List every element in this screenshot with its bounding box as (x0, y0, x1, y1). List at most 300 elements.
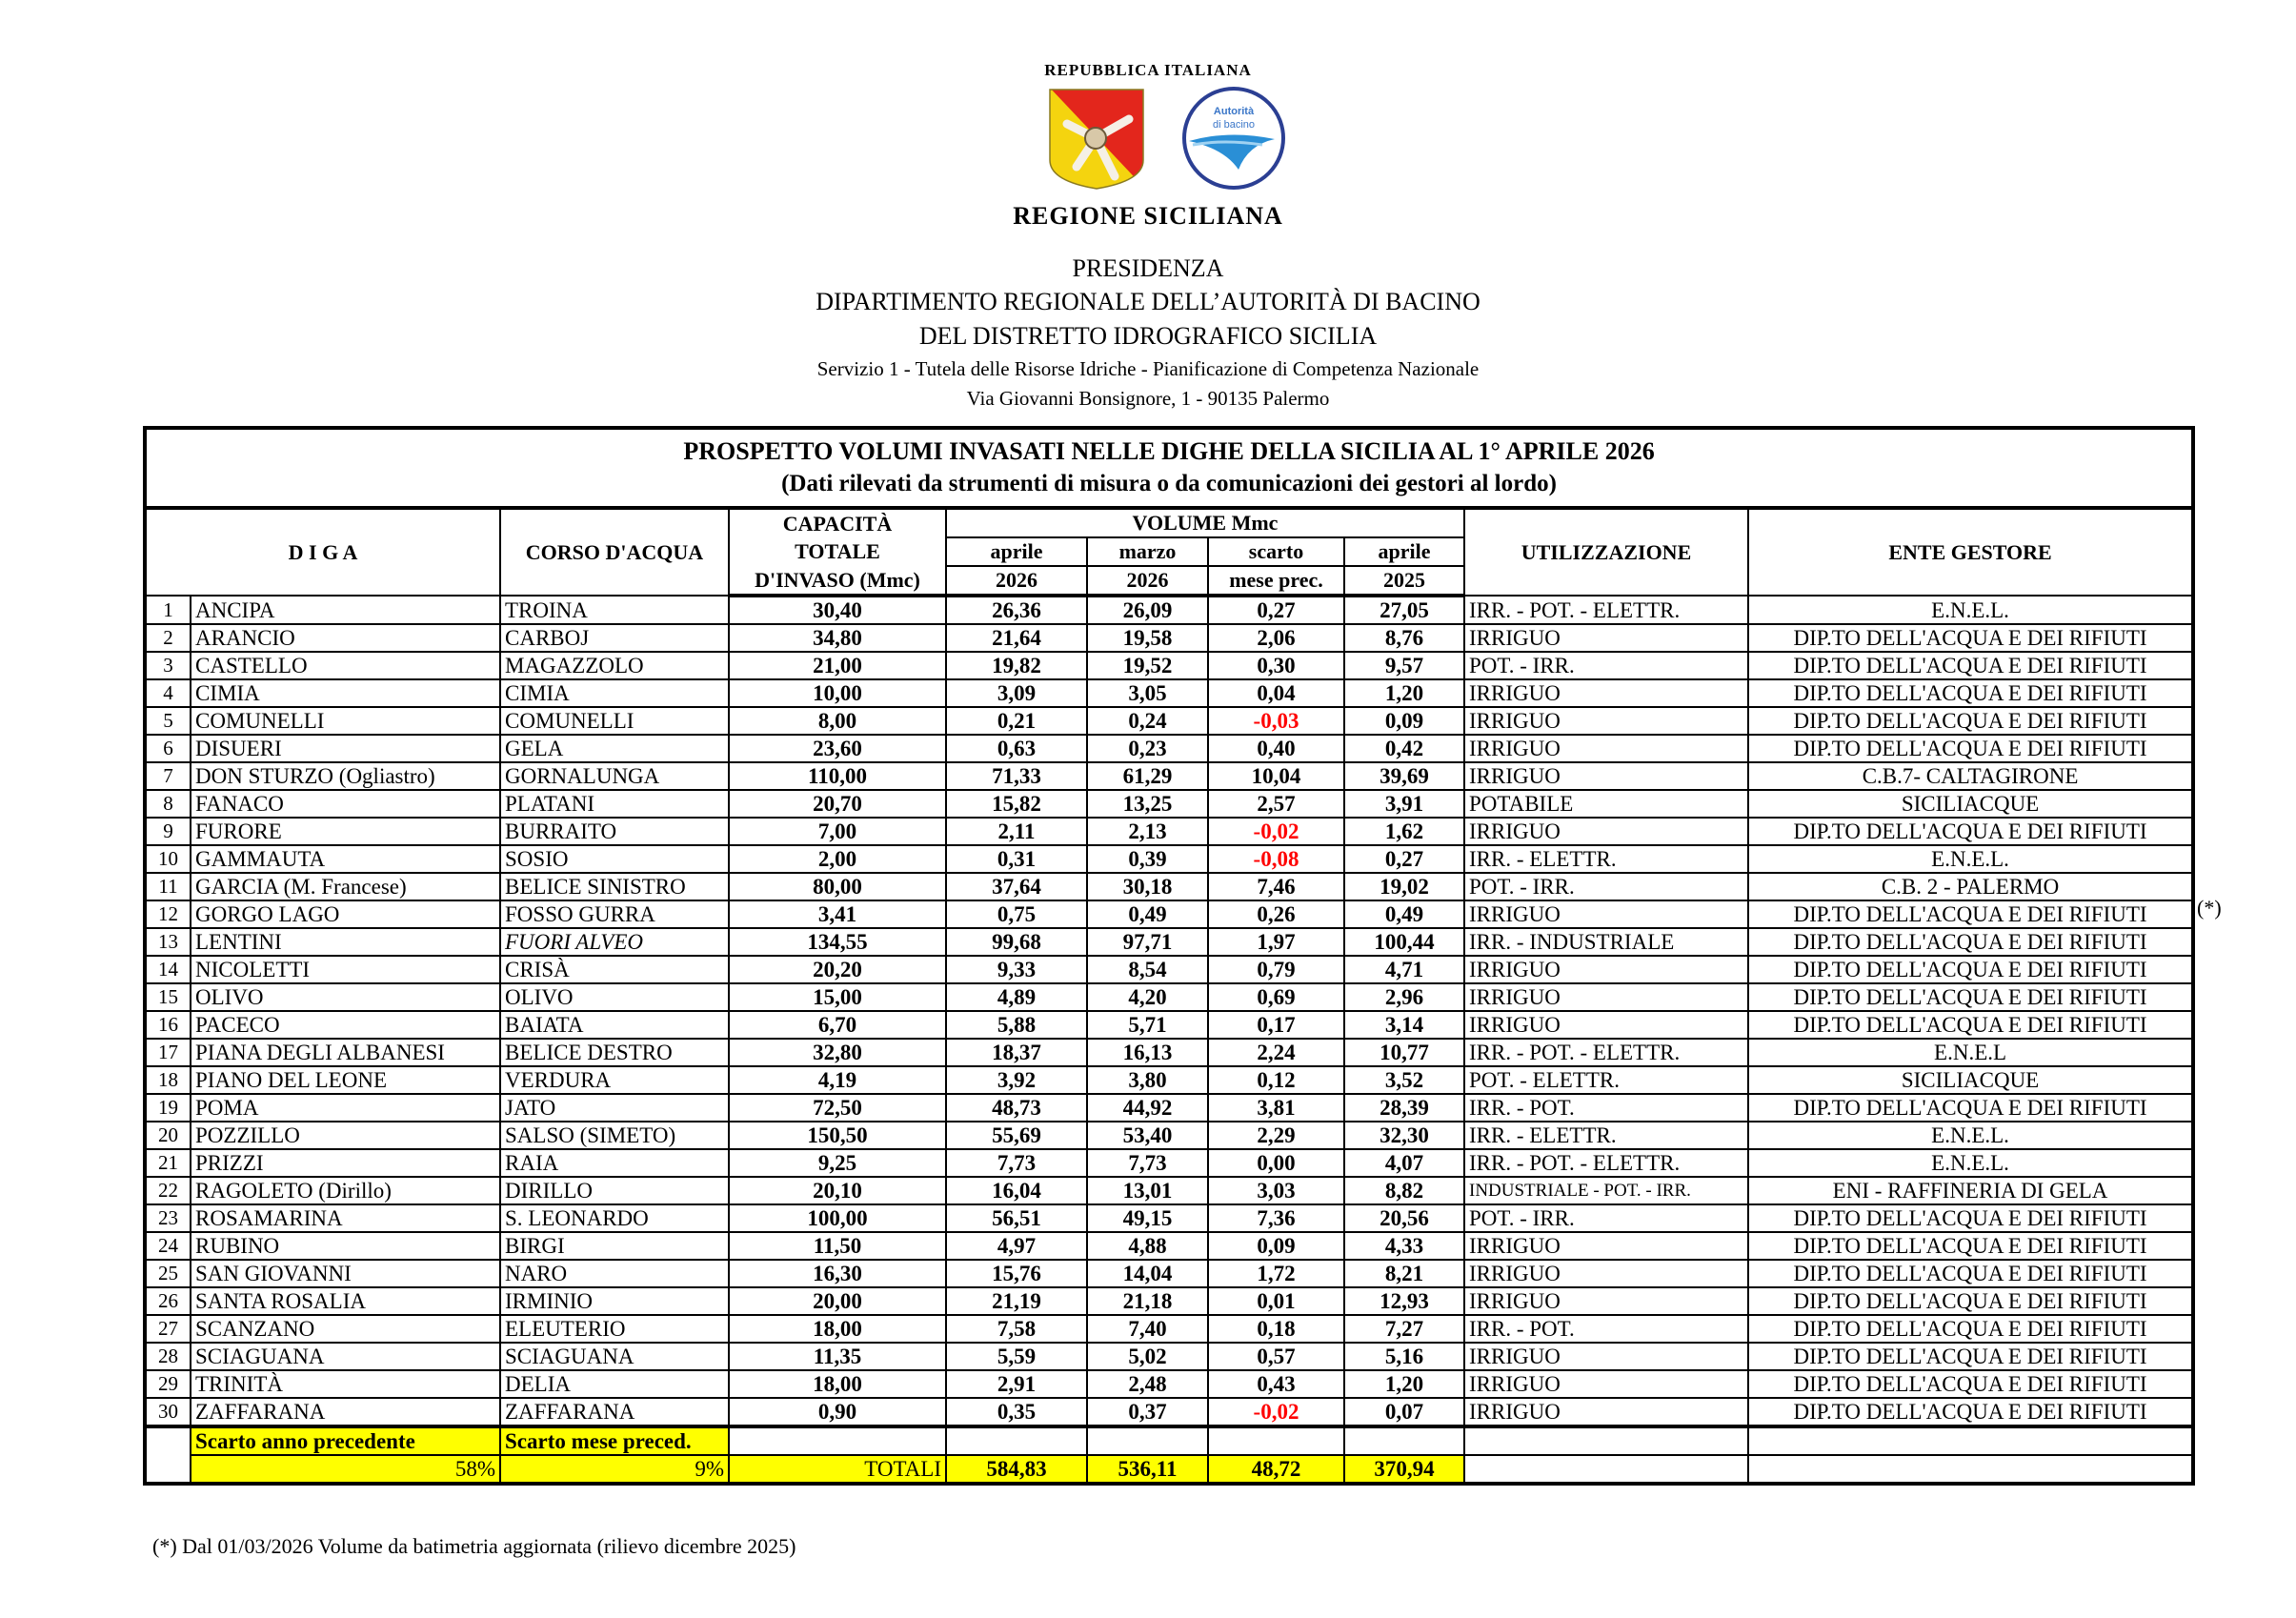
volume-apr-2026: 7,58 (946, 1315, 1087, 1343)
col-header-scarto-b: mese prec. (1208, 566, 1344, 596)
volume-mar-2026: 0,49 (1087, 900, 1208, 928)
watercourse: OLIVO (500, 983, 729, 1011)
scarto-mese-prec: 0,17 (1208, 1011, 1344, 1039)
ente-gestore: DIP.TO DELL'ACQUA E DEI RIFIUTI (1748, 624, 2193, 652)
watercourse: NARO (500, 1260, 729, 1287)
scarto-mese-prec: 0,27 (1208, 596, 1344, 624)
footnote-marker: (*) (2197, 896, 2222, 920)
volume-mar-2026: 5,02 (1087, 1343, 1208, 1370)
volume-apr-2025: 19,02 (1344, 873, 1464, 900)
ente-gestore: ENI - RAFFINERIA DI GELA (1748, 1177, 2193, 1204)
volume-mar-2026: 19,52 (1087, 652, 1208, 679)
scarto-mese-prec: 10,04 (1208, 762, 1344, 790)
volume-mar-2026: 44,92 (1087, 1094, 1208, 1122)
dam-name: GAMMAUTA (191, 845, 500, 873)
ente-gestore: E.N.E.L. (1748, 845, 2193, 873)
row-number: 1 (145, 596, 191, 624)
scarto-mese-prec: 2,29 (1208, 1122, 1344, 1149)
dam-name: PRIZZI (191, 1149, 500, 1177)
watercourse: TROINA (500, 596, 729, 624)
scarto-mese-prec: 0,01 (1208, 1287, 1344, 1315)
ente-gestore: SICILIACQUE (1748, 790, 2193, 818)
scarto-mese-prec: -0,08 (1208, 845, 1344, 873)
capacity: 20,20 (729, 956, 946, 983)
volume-mar-2026: 0,37 (1087, 1398, 1208, 1426)
dam-name: GARCIA (M. Francese) (191, 873, 500, 900)
dam-name: FANACO (191, 790, 500, 818)
ente-gestore: DIP.TO DELL'ACQUA E DEI RIFIUTI (1748, 900, 2193, 928)
scarto-mese-prec: 0,12 (1208, 1066, 1344, 1094)
volume-apr-2025: 0,07 (1344, 1398, 1464, 1426)
dam-name: POMA (191, 1094, 500, 1122)
ente-gestore: DIP.TO DELL'ACQUA E DEI RIFIUTI (1748, 956, 2193, 983)
ente-gestore: DIP.TO DELL'ACQUA E DEI RIFIUTI (1748, 983, 2193, 1011)
dam-name: ROSAMARINA (191, 1204, 500, 1232)
row-number: 15 (145, 983, 191, 1011)
watercourse: IRMINIO (500, 1287, 729, 1315)
logos (1048, 86, 1296, 191)
totali-label: TOTALI (729, 1455, 946, 1484)
watercourse: FOSSO GURRA (500, 900, 729, 928)
volume-apr-2026: 56,51 (946, 1204, 1087, 1232)
row-number: 7 (145, 762, 191, 790)
volume-apr-2026: 21,64 (946, 624, 1087, 652)
capacity: 20,00 (729, 1287, 946, 1315)
volume-apr-2026: 5,88 (946, 1011, 1087, 1039)
scarto-mese-prec: 0,26 (1208, 900, 1344, 928)
ente-gestore: E.N.E.L. (1748, 596, 2193, 624)
volume-mar-2026: 53,40 (1087, 1122, 1208, 1149)
volume-mar-2026: 3,80 (1087, 1066, 1208, 1094)
volume-apr-2025: 0,49 (1344, 900, 1464, 928)
ente-gestore: DIP.TO DELL'ACQUA E DEI RIFIUTI (1748, 652, 2193, 679)
capacity: 30,40 (729, 596, 946, 624)
table-row (145, 1122, 2193, 1149)
col-header-ente: ENTE GESTORE (1748, 508, 2193, 596)
summary-empty (1748, 1455, 2193, 1484)
capacity: 80,00 (729, 873, 946, 900)
capacity: 10,00 (729, 679, 946, 707)
total-scarto: 48,72 (1208, 1455, 1344, 1484)
table-row (145, 652, 2193, 679)
dam-name: SCANZANO (191, 1315, 500, 1343)
dam-name: RAGOLETO (Dirillo) (191, 1177, 500, 1204)
dam-name: ARANCIO (191, 624, 500, 652)
summary-empty (946, 1426, 1087, 1455)
watercourse: GELA (500, 735, 729, 762)
watercourse: BURRAITO (500, 818, 729, 845)
table-row (145, 1149, 2193, 1177)
table-row (145, 1066, 2193, 1094)
table-row (145, 1343, 2193, 1370)
republic-label: REPUBBLICA ITALIANA (1044, 61, 1252, 79)
ente-gestore: DIP.TO DELL'ACQUA E DEI RIFIUTI (1748, 679, 2193, 707)
scarto-mese-prec: 3,03 (1208, 1177, 1344, 1204)
summary-empty (1344, 1426, 1464, 1455)
utilizzazione: IRRIGUO (1464, 983, 1748, 1011)
volume-apr-2025: 27,05 (1344, 596, 1464, 624)
utilizzazione: IRRIGUO (1464, 679, 1748, 707)
svg-text:di bacino: di bacino (1212, 119, 1256, 131)
ente-gestore: DIP.TO DELL'ACQUA E DEI RIFIUTI (1748, 1287, 2193, 1315)
capacity: 34,80 (729, 624, 946, 652)
scarto-mese-prec: 2,57 (1208, 790, 1344, 818)
ente-gestore: C.B.7- CALTAGIRONE (1748, 762, 2193, 790)
col-header-mar26-a: marzo (1087, 537, 1208, 566)
utilizzazione: POT. - IRR. (1464, 652, 1748, 679)
utilizzazione: IRR. - POT. (1464, 1094, 1748, 1122)
row-number: 23 (145, 1204, 191, 1232)
table-row (145, 1094, 2193, 1122)
col-header-apr25-a: aprile (1344, 537, 1464, 566)
watercourse: SALSO (SIMETO) (500, 1122, 729, 1149)
col-header-scarto-a: scarto (1208, 537, 1344, 566)
utilizzazione: POT. - IRR. (1464, 873, 1748, 900)
volume-mar-2026: 0,23 (1087, 735, 1208, 762)
dam-name: DON STURZO (Ogliastro) (191, 762, 500, 790)
summary-empty (729, 1426, 946, 1455)
row-number: 17 (145, 1039, 191, 1066)
table-row (145, 735, 2193, 762)
volume-apr-2026: 7,73 (946, 1149, 1087, 1177)
watercourse: BAIATA (500, 1011, 729, 1039)
volume-apr-2026: 71,33 (946, 762, 1087, 790)
volume-apr-2026: 0,35 (946, 1398, 1087, 1426)
row-number: 16 (145, 1011, 191, 1039)
ente-gestore: DIP.TO DELL'ACQUA E DEI RIFIUTI (1748, 1011, 2193, 1039)
scarto-mese-prec: -0,03 (1208, 707, 1344, 735)
row-number: 19 (145, 1094, 191, 1122)
utilizzazione: IRR. - ELETTR. (1464, 845, 1748, 873)
dam-name: LENTINI (191, 928, 500, 956)
volume-mar-2026: 19,58 (1087, 624, 1208, 652)
row-number: 12 (145, 900, 191, 928)
row-number: 18 (145, 1066, 191, 1094)
row-number: 11 (145, 873, 191, 900)
capacity: 15,00 (729, 983, 946, 1011)
volume-mar-2026: 2,13 (1087, 818, 1208, 845)
scarto-mese-prec: -0,02 (1208, 818, 1344, 845)
region-title: REGIONE SICILIANA (1013, 202, 1283, 230)
scarto-mese-value: 9% (500, 1455, 729, 1484)
dam-name: ANCIPA (191, 596, 500, 624)
scarto-mese-prec: 3,81 (1208, 1094, 1344, 1122)
volume-apr-2026: 48,73 (946, 1094, 1087, 1122)
volume-mar-2026: 2,48 (1087, 1370, 1208, 1398)
volume-mar-2026: 8,54 (1087, 956, 1208, 983)
utilizzazione: IRR. - INDUSTRIALE (1464, 928, 1748, 956)
ente-gestore: DIP.TO DELL'ACQUA E DEI RIFIUTI (1748, 928, 2193, 956)
volume-apr-2025: 32,30 (1344, 1122, 1464, 1149)
ente-gestore: C.B. 2 - PALERMO (1748, 873, 2193, 900)
row-number: 14 (145, 956, 191, 983)
col-header-corso: CORSO D'ACQUA (500, 508, 729, 596)
ente-gestore: DIP.TO DELL'ACQUA E DEI RIFIUTI (1748, 1343, 2193, 1370)
col-header-mar26-b: 2026 (1087, 566, 1208, 596)
watercourse: CARBOJ (500, 624, 729, 652)
volume-apr-2026: 4,89 (946, 983, 1087, 1011)
volume-apr-2025: 3,52 (1344, 1066, 1464, 1094)
scarto-mese-prec: 7,46 (1208, 873, 1344, 900)
table-row (145, 956, 2193, 983)
capacity: 32,80 (729, 1039, 946, 1066)
volume-apr-2026: 0,75 (946, 900, 1087, 928)
summary-empty (1464, 1426, 1748, 1455)
volume-mar-2026: 30,18 (1087, 873, 1208, 900)
ente-gestore: E.N.E.L. (1748, 1122, 2193, 1149)
summary-empty (1464, 1455, 1748, 1484)
scarto-anno-label: Scarto anno precedente (191, 1426, 500, 1455)
dam-name: TRINITÀ (191, 1370, 500, 1398)
utilizzazione: POT. - IRR. (1464, 1204, 1748, 1232)
dam-name: OLIVO (191, 983, 500, 1011)
watercourse: CRISÀ (500, 956, 729, 983)
volume-apr-2026: 9,33 (946, 956, 1087, 983)
volume-apr-2025: 5,16 (1344, 1343, 1464, 1370)
watercourse: BELICE DESTRO (500, 1039, 729, 1066)
table-row (145, 1398, 2193, 1426)
table-row (145, 707, 2193, 735)
capacity: 9,25 (729, 1149, 946, 1177)
volume-apr-2026: 16,04 (946, 1177, 1087, 1204)
dam-name: PACECO (191, 1011, 500, 1039)
scarto-mese-prec: 0,79 (1208, 956, 1344, 983)
svg-text:Autorità: Autorità (1213, 106, 1255, 117)
capacity: 21,00 (729, 652, 946, 679)
row-number: 10 (145, 845, 191, 873)
utilizzazione: IRRIGUO (1464, 1011, 1748, 1039)
ente-gestore: DIP.TO DELL'ACQUA E DEI RIFIUTI (1748, 1204, 2193, 1232)
col-header-diga: D I G A (145, 508, 500, 596)
capacity: 11,50 (729, 1232, 946, 1260)
utilizzazione: IRRIGUO (1464, 900, 1748, 928)
volume-apr-2025: 2,96 (1344, 983, 1464, 1011)
watercourse: BIRGI (500, 1232, 729, 1260)
row-number: 5 (145, 707, 191, 735)
watercourse: SOSIO (500, 845, 729, 873)
utilizzazione: IRR. - POT. - ELETTR. (1464, 596, 1748, 624)
volume-mar-2026: 14,04 (1087, 1260, 1208, 1287)
table-row (145, 790, 2193, 818)
volume-mar-2026: 7,40 (1087, 1315, 1208, 1343)
volume-apr-2025: 0,09 (1344, 707, 1464, 735)
watercourse: BELICE SINISTRO (500, 873, 729, 900)
capacity: 16,30 (729, 1260, 946, 1287)
row-number: 21 (145, 1149, 191, 1177)
capacity: 0,90 (729, 1398, 946, 1426)
volume-mar-2026: 4,20 (1087, 983, 1208, 1011)
address-label: Via Giovanni Bonsignore, 1 - 90135 Palermo (966, 387, 1330, 410)
reservoir-table-container (143, 426, 2191, 1486)
capacity: 6,70 (729, 1011, 946, 1039)
capacity: 18,00 (729, 1370, 946, 1398)
table-row (145, 1011, 2193, 1039)
row-number: 8 (145, 790, 191, 818)
scarto-mese-prec: 0,09 (1208, 1232, 1344, 1260)
reservoir-volumes-table (143, 426, 2195, 1486)
col-header-apr25-b: 2025 (1344, 566, 1464, 596)
volume-mar-2026: 3,05 (1087, 679, 1208, 707)
col-header-capacita-3: D'INVASO (Mmc) (729, 566, 946, 596)
capacity: 18,00 (729, 1315, 946, 1343)
volume-mar-2026: 13,25 (1087, 790, 1208, 818)
volume-apr-2026: 2,91 (946, 1370, 1087, 1398)
scarto-mese-prec: 0,18 (1208, 1315, 1344, 1343)
volume-mar-2026: 26,09 (1087, 596, 1208, 624)
table-body (145, 596, 2193, 1426)
table-row (145, 1039, 2193, 1066)
presidency-label: PRESIDENZA (1072, 254, 1224, 282)
table-row (145, 1177, 2193, 1204)
volume-mar-2026: 49,15 (1087, 1204, 1208, 1232)
row-number: 2 (145, 624, 191, 652)
utilizzazione: IRRIGUO (1464, 735, 1748, 762)
scarto-mese-prec: 2,24 (1208, 1039, 1344, 1066)
scarto-mese-prec: 0,57 (1208, 1343, 1344, 1370)
volume-apr-2026: 3,92 (946, 1066, 1087, 1094)
col-header-capacita-2: TOTALE (729, 537, 946, 566)
volume-apr-2025: 12,93 (1344, 1287, 1464, 1315)
dam-name: GORGO LAGO (191, 900, 500, 928)
dam-name: POZZILLO (191, 1122, 500, 1149)
dam-name: FURORE (191, 818, 500, 845)
ente-gestore: DIP.TO DELL'ACQUA E DEI RIFIUTI (1748, 1370, 2193, 1398)
utilizzazione: IRR. - POT. (1464, 1315, 1748, 1343)
dam-name: SAN GIOVANNI (191, 1260, 500, 1287)
volume-apr-2025: 0,42 (1344, 735, 1464, 762)
volume-apr-2026: 15,82 (946, 790, 1087, 818)
volume-apr-2026: 4,97 (946, 1232, 1087, 1260)
volume-apr-2025: 3,91 (1344, 790, 1464, 818)
ente-gestore: E.N.E.L (1748, 1039, 2193, 1066)
scarto-mese-prec: 7,36 (1208, 1204, 1344, 1232)
row-number: 3 (145, 652, 191, 679)
row-number: 26 (145, 1287, 191, 1315)
capacity: 150,50 (729, 1122, 946, 1149)
row-number: 25 (145, 1260, 191, 1287)
utilizzazione: IRR. - POT. - ELETTR. (1464, 1039, 1748, 1066)
row-number: 22 (145, 1177, 191, 1204)
row-number: 27 (145, 1315, 191, 1343)
dam-name: COMUNELLI (191, 707, 500, 735)
volume-apr-2025: 7,27 (1344, 1315, 1464, 1343)
volume-apr-2025: 1,62 (1344, 818, 1464, 845)
volume-apr-2026: 0,31 (946, 845, 1087, 873)
scarto-mese-prec: 1,72 (1208, 1260, 1344, 1287)
volume-mar-2026: 4,88 (1087, 1232, 1208, 1260)
ente-gestore: DIP.TO DELL'ACQUA E DEI RIFIUTI (1748, 1094, 2193, 1122)
table-row (145, 928, 2193, 956)
utilizzazione: IRRIGUO (1464, 1370, 1748, 1398)
volume-mar-2026: 21,18 (1087, 1287, 1208, 1315)
dam-name: DISUERI (191, 735, 500, 762)
row-number: 28 (145, 1343, 191, 1370)
service-label: Servizio 1 - Tutela delle Risorse Idriche - Pianificazione di Competenza Nazionale (816, 357, 1480, 380)
volume-mar-2026: 16,13 (1087, 1039, 1208, 1066)
volume-apr-2025: 1,20 (1344, 679, 1464, 707)
watercourse: MAGAZZOLO (500, 652, 729, 679)
footnote: (*) Dal 01/03/2026 Volume da batimetria aggiornata (rilievo dicembre 2025) (152, 1534, 796, 1558)
volume-apr-2025: 10,77 (1344, 1039, 1464, 1066)
volume-apr-2026: 21,19 (946, 1287, 1087, 1315)
table-title: PROSPETTO VOLUMI INVASATI NELLE DIGHE DELLA SICILIA AL 1° APRILE 2026 (683, 437, 1655, 465)
volume-apr-2025: 3,14 (1344, 1011, 1464, 1039)
table-row (145, 1315, 2193, 1343)
col-header-utilizzazione: UTILIZZAZIONE (1464, 508, 1748, 596)
table-subtitle: (Dati rilevati da strumenti di misura o da comunicazioni dei gestori al lordo) (781, 471, 1557, 496)
table-row (145, 762, 2193, 790)
volume-apr-2026: 19,82 (946, 652, 1087, 679)
scarto-mese-prec: 0,04 (1208, 679, 1344, 707)
capacity: 23,60 (729, 735, 946, 762)
volume-apr-2025: 39,69 (1344, 762, 1464, 790)
row-number: 24 (145, 1232, 191, 1260)
watercourse: S. LEONARDO (500, 1204, 729, 1232)
capacity: 110,00 (729, 762, 946, 790)
volume-apr-2026: 5,59 (946, 1343, 1087, 1370)
utilizzazione: POTABILE (1464, 790, 1748, 818)
col-header-capacita-1: CAPACITÀ (729, 508, 946, 537)
volume-apr-2026: 99,68 (946, 928, 1087, 956)
ente-gestore: E.N.E.L. (1748, 1149, 2193, 1177)
watercourse: DIRILLO (500, 1177, 729, 1204)
dam-name: ZAFFARANA (191, 1398, 500, 1426)
watercourse: DELIA (500, 1370, 729, 1398)
utilizzazione: IRRIGUO (1464, 1343, 1748, 1370)
table-row (145, 1370, 2193, 1398)
table-row (145, 845, 2193, 873)
table-row (145, 900, 2193, 928)
scarto-mese-label: Scarto mese preced. (500, 1426, 729, 1455)
dam-name: RUBINO (191, 1232, 500, 1260)
utilizzazione: IRR. - POT. - ELETTR. (1464, 1149, 1748, 1177)
utilizzazione: IRRIGUO (1464, 956, 1748, 983)
dam-name: CIMIA (191, 679, 500, 707)
col-header-apr26-a: aprile (946, 537, 1087, 566)
table-row (145, 624, 2193, 652)
volume-apr-2025: 8,82 (1344, 1177, 1464, 1204)
capacity: 134,55 (729, 928, 946, 956)
watercourse: CIMIA (500, 679, 729, 707)
district-label: DEL DISTRETTO IDROGRAFICO SICILIA (918, 322, 1378, 350)
watercourse: ELEUTERIO (500, 1315, 729, 1343)
capacity: 20,70 (729, 790, 946, 818)
total-apr26: 584,83 (946, 1455, 1087, 1484)
volume-apr-2026: 3,09 (946, 679, 1087, 707)
utilizzazione: POT. - ELETTR. (1464, 1066, 1748, 1094)
capacity: 100,00 (729, 1204, 946, 1232)
summary-spacer (145, 1426, 191, 1484)
watercourse: FUORI ALVEO (500, 928, 729, 956)
table-row (145, 679, 2193, 707)
utilizzazione: IRRIGUO (1464, 1398, 1748, 1426)
volume-apr-2026: 0,21 (946, 707, 1087, 735)
volume-mar-2026: 0,39 (1087, 845, 1208, 873)
row-number: 13 (145, 928, 191, 956)
volume-apr-2026: 2,11 (946, 818, 1087, 845)
ente-gestore: DIP.TO DELL'ACQUA E DEI RIFIUTI (1748, 707, 2193, 735)
volume-mar-2026: 61,29 (1087, 762, 1208, 790)
ente-gestore: DIP.TO DELL'ACQUA E DEI RIFIUTI (1748, 1232, 2193, 1260)
volume-apr-2025: 8,21 (1344, 1260, 1464, 1287)
ente-gestore: DIP.TO DELL'ACQUA E DEI RIFIUTI (1748, 735, 2193, 762)
scarto-anno-value: 58% (191, 1455, 500, 1484)
watercourse: JATO (500, 1094, 729, 1122)
volume-apr-2025: 9,57 (1344, 652, 1464, 679)
volume-mar-2026: 7,73 (1087, 1149, 1208, 1177)
volume-apr-2026: 26,36 (946, 596, 1087, 624)
scarto-mese-prec: -0,02 (1208, 1398, 1344, 1426)
